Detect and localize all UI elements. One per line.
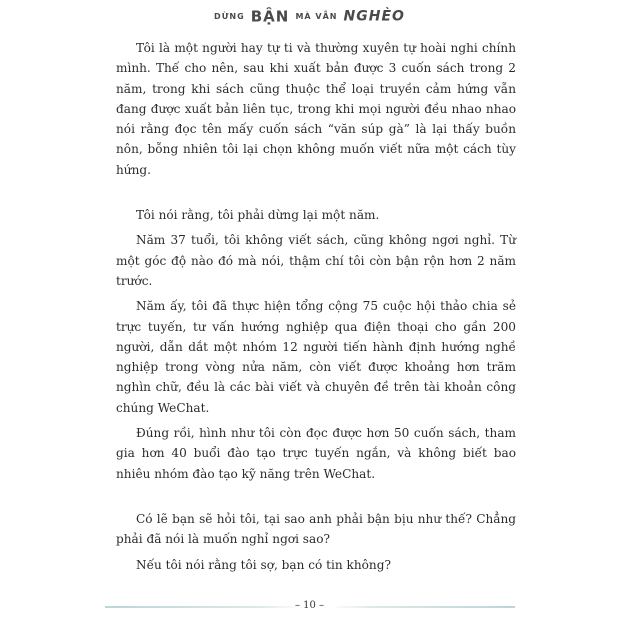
paragraph-7: Nếu tôi nói rằng tôi sợ, bạn có tin không? bbox=[136, 557, 391, 572]
body-text bbox=[116, 38, 516, 575]
running-header bbox=[0, 6, 619, 26]
header-word-dung: DỪNG bbox=[214, 12, 245, 21]
paragraph-6: Có lẽ bạn sẽ hỏi tôi, tại sao anh phải bận bịu như thế? Chẳng phải đã nói là muốn nghỉ ngơi sao? bbox=[116, 511, 516, 547]
page-number: – 10 – bbox=[294, 600, 325, 611]
header-word-ban: BẬN bbox=[250, 7, 290, 26]
paragraph-5: Đúng rồi, hình như tôi còn đọc được hơn 50 cuốn sách, tham gia hơn 40 buổi đào tạo trực tuyến ngắn, và không biết bao nhiêu nhóm đào tạo kỹ năng trên WeChat. bbox=[116, 426, 516, 481]
header-word-ngheo: NGHÈO bbox=[343, 8, 405, 25]
paragraph-1: Tôi là một người hay tự ti và thường xuyên tự hoài nghi chính mình. Thế cho nên, sau khi xuất bản được 3 cuốn sách trong 2 năm, trong khi sách cũng thuộc thể loại truyền cảm hứng vẫn đang được xuất bản liên tục, trong khi mọi người đều nhao nhao nói rằng đọc tên mấy cuốn sách “văn súp gà” là lại thấy buồn nôn, bỗng nhiên tôi lại chọn không muốn viết nữa một cách tùy hứng. bbox=[116, 41, 516, 177]
paragraph-4: Năm ấy, tôi đã thực hiện tổng cộng 75 cuộc hội thảo chia sẻ trực tuyến, tư vấn hướng nghiệp qua điện thoại cho gần 200 người, dẫn dắt một nhóm 12 người tiến hành định hướng nghề nghiệp trong vòng nửa năm, còn viết được khoảng hơn trăm nghìn chữ, đều là các bài viết và chuyên đề trên tài khoản công chúng WeChat. bbox=[116, 299, 516, 415]
paragraph-3: Năm 37 tuổi, tôi không viết sách, cũng không ngơi nghỉ. Từ một góc độ nào đó mà nói, thậm chí tôi còn bận rộn hơn 2 năm trước. bbox=[116, 233, 516, 288]
header-word-ma-van: MÀ VẪN bbox=[295, 12, 338, 21]
paragraph-2: Tôi nói rằng, tôi phải dừng lại một năm. bbox=[136, 208, 380, 223]
